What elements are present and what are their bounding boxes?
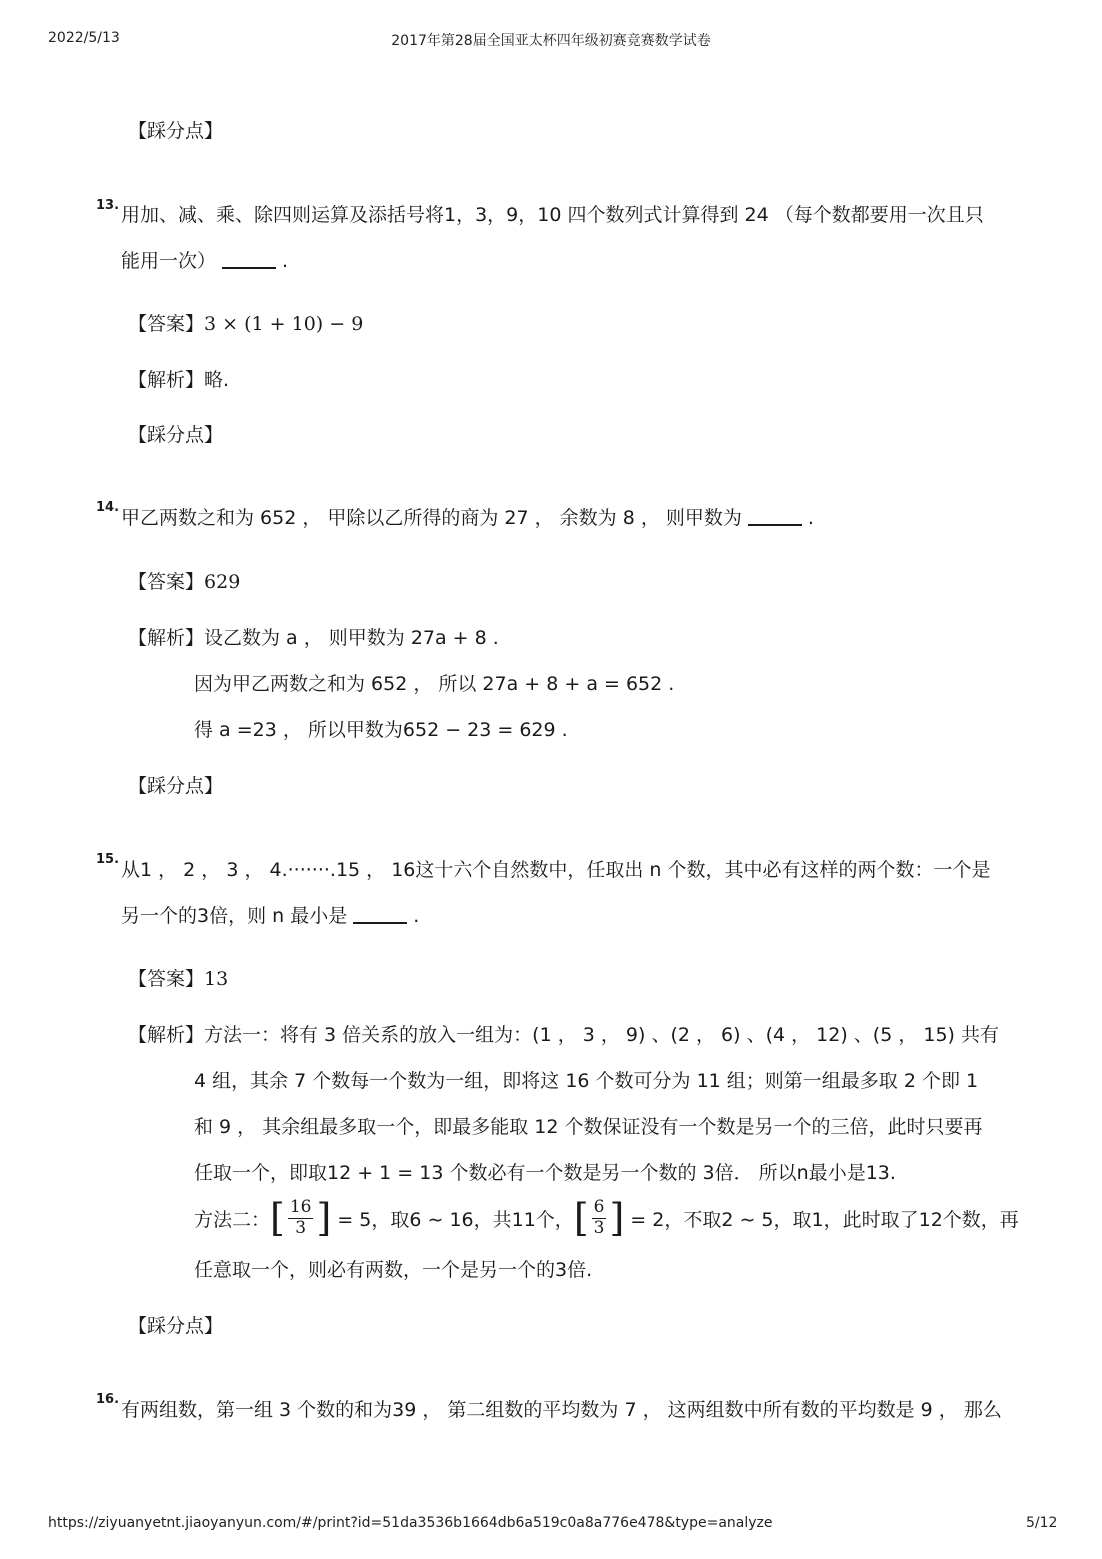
answer-blank bbox=[353, 922, 407, 924]
answer-label: 【答案】 bbox=[128, 968, 205, 990]
analysis-line: 得 a =23 ， 所以甲数为652 − 23 = 629 . bbox=[194, 719, 568, 741]
points-label: 【踩分点】 bbox=[128, 1315, 224, 1337]
points-label: 【踩分点】 bbox=[128, 424, 224, 446]
analysis-line: 任取一个，即取12 + 1 = 13 个数必有一个数是另一个数的 3倍． 所以n最小是13. bbox=[194, 1162, 896, 1184]
page-number: 5/12 bbox=[1026, 1515, 1058, 1531]
analysis-line: 方法一：将有 3 倍关系的放入一组为：(1 ， 3 ， 9) 、(2 ， 6) 、(4 ， 12) 、(5 ， 15) 共有 bbox=[204, 1024, 1000, 1046]
answer-row bbox=[128, 964, 228, 991]
question-text-line2: 能用一次） . bbox=[121, 250, 289, 272]
source-url: https://ziyuanyetnt.jiaoyanyun.com/#/print?id=51da3536b1664db6a519c0a8a776e478&type=analyze bbox=[48, 1515, 773, 1531]
points-label: 【踩分点】 bbox=[128, 775, 224, 797]
analysis-text: 略. bbox=[204, 369, 230, 391]
analysis-line: 和 9 ， 其余组最多取一个，即最多能取 12 个数保证没有一个数是另一个的三倍，此时只要再 bbox=[194, 1116, 983, 1138]
floor-fraction-16-3: [ $\frac{16}{3}$ ] bbox=[270, 1196, 332, 1240]
method-two-line: 方法二： [ $\frac{16}{3}$ ] = 5，取6 ∼ 16，共11个， [ $\frac{6}{3}$ ] = 2，不取2 ∼ 5，取1，此时取了12个数，再 bbox=[194, 1196, 1019, 1240]
floor-fraction-6-3: [ $\frac{6}{3}$ ] bbox=[573, 1196, 625, 1240]
question-number: 16. bbox=[96, 1392, 120, 1407]
analysis-row bbox=[128, 623, 499, 650]
question-text-line2: 另一个的3倍，则 n 最小是 . bbox=[121, 905, 420, 927]
analysis-row bbox=[128, 365, 229, 392]
analysis-line: 任意取一个，则必有两数，一个是另一个的3倍. bbox=[194, 1259, 593, 1281]
answer-value: 629 bbox=[204, 571, 241, 593]
question-text-line1: 用加、减、乘、除四则运算及添括号将1，3，9，10 四个数列式计算得到 24 （每个数都要用一次且只 bbox=[121, 204, 984, 226]
question-text-line1: 有两组数，第一组 3 个数的和为39 ， 第二组数的平均数为 7 ， 这两组数中所有数的平均数是 9 ， 那么 bbox=[121, 1399, 1002, 1421]
answer-label: 【答案】 bbox=[128, 571, 205, 593]
analysis-label: 【解析】 bbox=[128, 369, 205, 391]
analysis-line: 设乙数为 a ， 则甲数为 27a + 8 . bbox=[204, 627, 499, 649]
answer-label: 【答案】 bbox=[128, 313, 205, 335]
question-text-line1: 从1 ， 2 ， 3 ， 4.·······.15 ， 16这十六个自然数中，任取出 n 个数，其中必有这样的两个数：一个是 bbox=[121, 859, 991, 881]
document-title: 2017年第28届全国亚太杯四年级初赛竞赛数学试卷 bbox=[391, 33, 711, 49]
top-points-label: 【踩分点】 bbox=[128, 120, 224, 142]
question-number: 14. bbox=[96, 500, 120, 515]
analysis-line: 4 组，其余 7 个数每一个数为一组，即将这 16 个数可分为 11 组；则第一组最多取 2 个即 1 bbox=[194, 1070, 979, 1092]
analysis-label: 【解析】 bbox=[128, 1024, 205, 1046]
answer-blank bbox=[748, 524, 802, 526]
question-number: 15. bbox=[96, 852, 120, 867]
analysis-row bbox=[128, 1020, 999, 1047]
analysis-line: 因为甲乙两数之和为 652 ， 所以 27a + 8 + a = 652 . bbox=[194, 673, 675, 695]
print-date: 2022/5/13 bbox=[48, 30, 120, 46]
question-number: 13. bbox=[96, 198, 120, 213]
answer-value: 3 × (1 + 10) − 9 bbox=[204, 313, 364, 335]
answer-blank bbox=[222, 267, 276, 269]
answer-row bbox=[128, 309, 363, 336]
answer-value: 13 bbox=[204, 968, 229, 990]
analysis-label: 【解析】 bbox=[128, 627, 205, 649]
question-text-line1: 甲乙两数之和为 652 ， 甲除以乙所得的商为 27 ， 余数为 8 ， 则甲数为 . bbox=[121, 507, 814, 529]
answer-row bbox=[128, 567, 240, 594]
